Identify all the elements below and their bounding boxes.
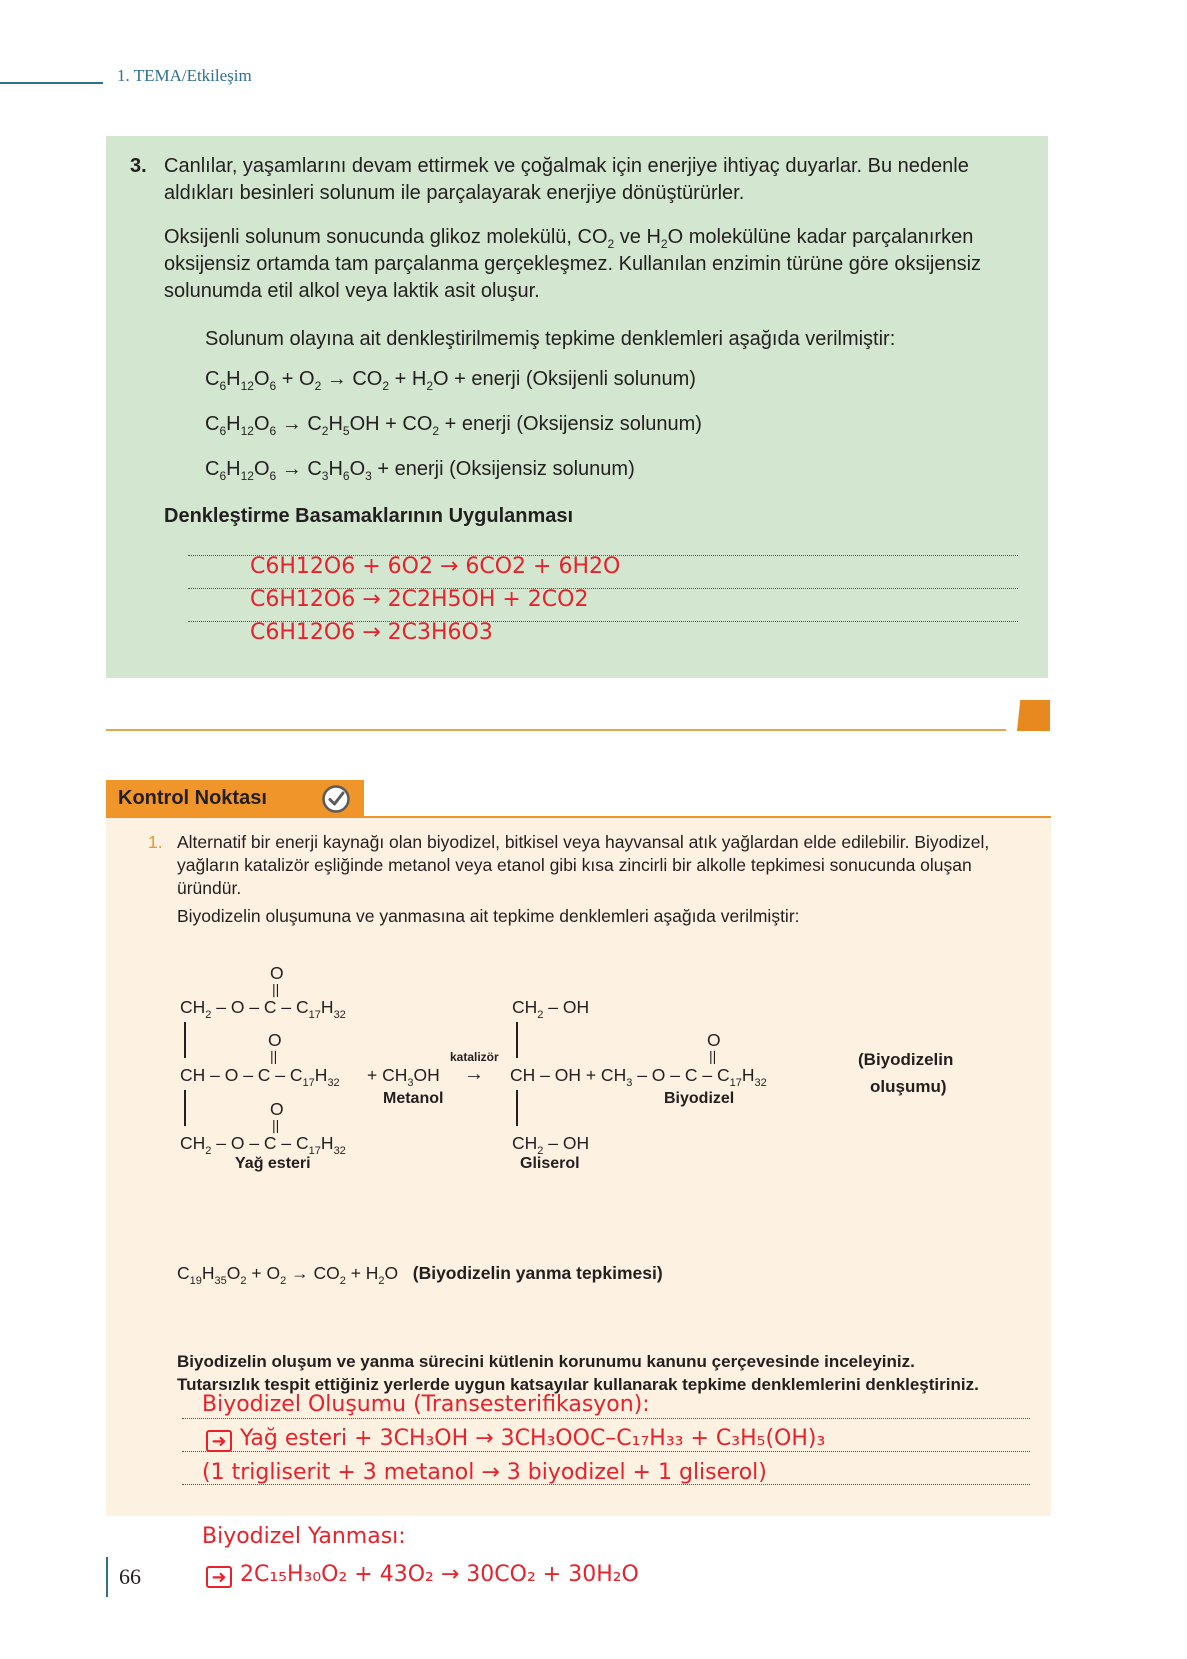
answer-formation: ➜ Yağ esteri + 3CH₃OH → 3CH₃OOC–C₁₇H₃₃ + C₃H₅(OH)₃ [206,1426,825,1452]
label-formation-2: oluşumu) [870,1077,947,1096]
equation-lactic: $C_6H_{12}O_6 \to C_3H_6O_3$ + enerji (Oksijensiz solunum) [205,458,635,483]
equation-aerobic: $C_6H_{12}O_6 + O_2 \to CO_2 + H_2O$ + enerji (Oksijenli solunum) [205,368,696,393]
question-paragraph-2: Oksijenli solunum sonucunda glikoz molekülü, $CO_2$ ve $H_2O$ molekülüne kadar parçalanırken oksijensiz ortamda tam parçalanma gerçekleşmez. Kullanılan enzimin türüne göre oksijensiz solunumda etil alkol veya laktik asit oluşur. [164,226,982,302]
chapter-title: 1. TEMA/Etkileşim [117,66,252,85]
equations-intro: Solunum olayına ait denkleştirilmemiş tepkime denklemleri aşağıda verilmiştir: [205,328,896,350]
answer-heading: Biyodizel Oluşumu (Transesterifikasyon): [202,1392,650,1417]
checkmark-icon [321,784,351,814]
divider-tab [1017,700,1050,731]
control-question-text: Alternatif bir enerji kaynağı olan biyodizel, bitkisel veya hayvansal atık yağlardan elde edilebilir. Biyodizel, yağların katalizör eşliğinde metanol veya etanol gibi kısa zincirli bir alkolle tepkimesi sonucunda oluşan üründür. Biyodizelin oluşumuna ve yanmasına ait tepkime denklemleri aşağıda verilmiştir: [177,832,990,926]
label-biodiesel: Biyodizel [664,1090,735,1107]
page-number: 66 [119,1564,141,1589]
answer-formation-words: (1 trigliserit + 3 metanol → 3 biyodizel + 1 gliserol) [202,1460,767,1485]
arrow-right-icon: ➜ [206,1430,232,1452]
label-formation-1: (Biyodizelin [858,1050,954,1069]
control-question-number: 1. [148,832,163,852]
question-number: 3. [130,155,147,177]
label-fat-ester: Yağ esteri [235,1155,311,1172]
reaction-arrow: → [464,1063,484,1085]
control-point-rule [106,816,1051,818]
page-number-rule [106,1557,108,1597]
answer-1: C6H12O6 + 6O2 → 6CO2 + 6H2O [250,554,621,579]
combustion-equation: $C_{19}H_{35}O_2 + O_2 \to CO_2 + H_2O$ (Biyodizelin yanma tepkimesi) [177,1263,663,1287]
label-glycerol: Gliserol [520,1155,580,1172]
header-rule [0,82,103,84]
answer-3: C6H12O6 → 2C3H6O3 [250,620,493,645]
balancing-heading: Denkleştirme Basamaklarının Uygulanması [164,505,574,527]
arrow-right-icon: ➜ [206,1566,232,1588]
label-methanol: Metanol [383,1090,444,1107]
answer-line [182,1418,1030,1419]
control-task: Biyodizelin oluşum ve yanma sürecini kütlenin korunumu kanunu çerçevesinde inceleyiniz. Tutarsızlık tespit ettiğiniz yerlerde uygun katsayılar kullanarak tepkime denklemlerini denkleştiriniz. [177,1352,979,1394]
burn-heading: Biyodizel Yanması: [202,1524,406,1549]
section-divider [106,729,1006,731]
control-point-title: Kontrol Noktası [118,787,267,809]
label-catalyst: katalizör [450,1050,499,1064]
answer-2: C6H12O6 → 2C2H5OH + 2CO2 [250,587,589,612]
question-paragraph-1: Canlılar, yaşamlarını devam ettirmek ve çoğalmak için enerjiye ihtiyaç duyarlar. Bu nedenle aldıkları besinleri solunum ile parçalayarak enerjiye dönüştürürler. [164,155,969,204]
equation-ethanol: $C_6H_{12}O_6 \to C_2H_5OH + CO_2$ + enerji (Oksijensiz solunum) [205,413,702,438]
answer-combustion: ➜ 2C₁₅H₃₀O₂ + 43O₂ → 30CO₂ + 30H₂O [206,1562,639,1588]
